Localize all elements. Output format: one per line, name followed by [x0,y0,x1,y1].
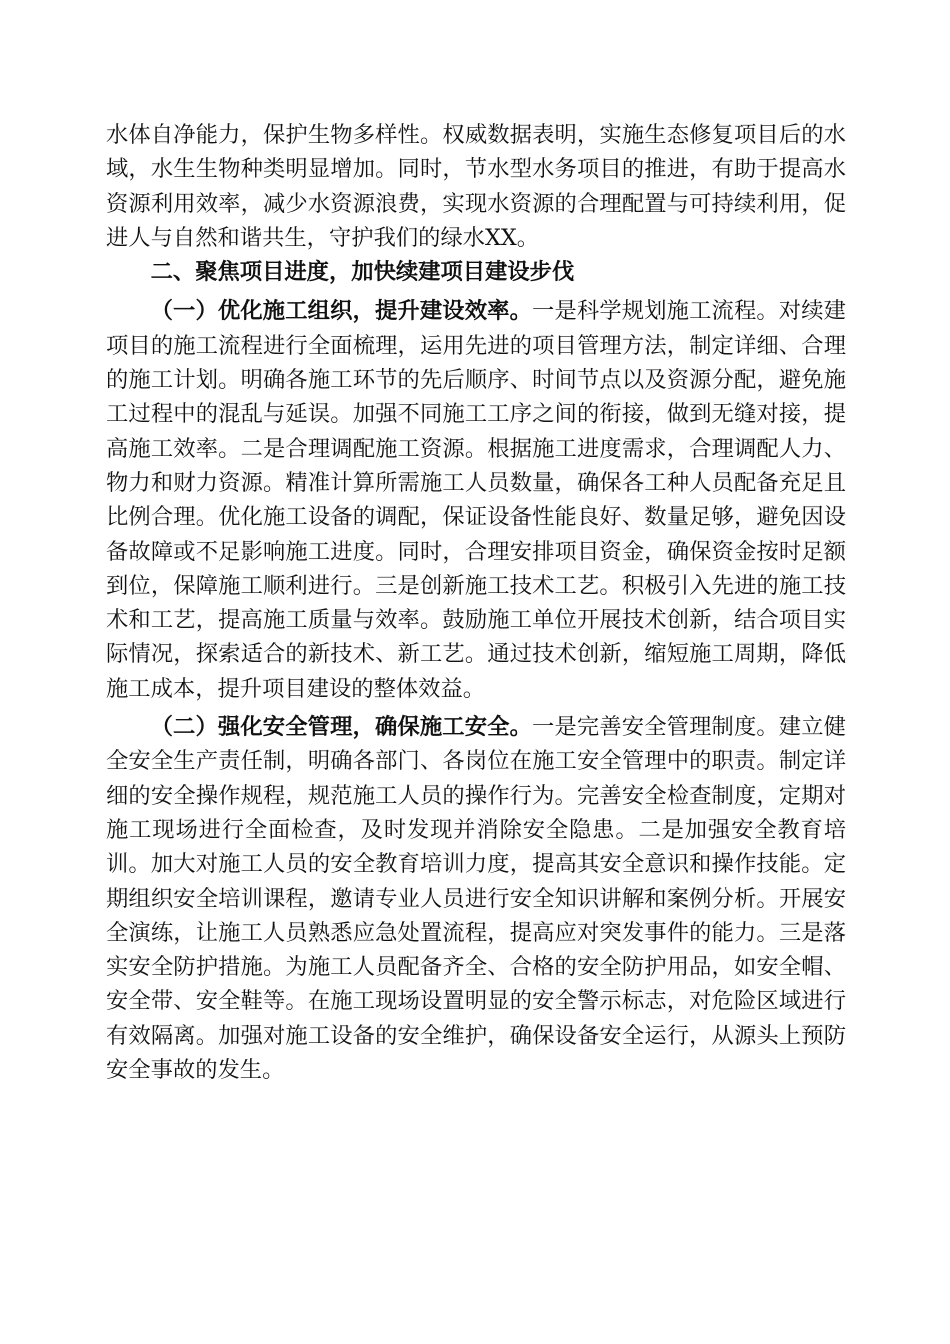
subsection-1-body: 一是科学规划施工流程。对续建项目的施工流程进行全面梳理，运用先进的项目管理方法，制定详细、合理的施工计划。明确各施工环节的先后顺序、时间节点以及资源分配，避免施工过程中的混乱与延误。加强不同施工工序之间的衔接，做到无缝对接，提高施工效率。二是合理调配施工资源。根据施工进度需求，合理调配人力、物力和财力资源。精准计算所需施工人员数量，确保各工种人员配备充足且比例合理。优化施工设备的调配，保证设备性能良好、数量足够，避免因设备故障或不足影响施工进度。同时，合理安排项目资金，确保资金按时足额到位，保障施工顺利进行。三是创新施工技术工艺。积极引入先进的施工技术和工艺，提高施工质量与效率。鼓励施工单位开展技术创新，结合项目实际情况，探索适合的新技术、新工艺。通过技术创新，缩短施工周期，降低施工成本，提升项目建设的整体效益。 [106,298,846,702]
subsection-2-paragraph [106,710,846,1087]
intro-paragraph: 水体自净能力，保护生物多样性。权威数据表明，实施生态修复项目后的水域，水生生物种类明显增加。同时，节水型水务项目的推进，有助于提高水资源利用效率，减少水资源浪费，实现水资源的合理配置与可持续利用，促进人与自然和谐共生，守护我们的绿水XX。 [106,122,846,251]
section-heading: 二、聚焦项目进度，加快续建项目建设步伐 [150,259,575,286]
subsection-1-paragraph [106,294,846,706]
subsection-2-body: 一是完善安全管理制度。建立健全安全生产责任制，明确各部门、各岗位在施工安全管理中的职责。制定详细的安全操作规程，规范施工人员的操作行为。完善安全检查制度，定期对施工现场进行全面检查，及时发现并消除安全隐患。二是加强安全教育培训。加大对施工人员的安全教育培训力度，提高其安全意识和操作技能。定期组织安全培训课程，邀请专业人员进行安全知识讲解和案例分析。开展安全演练，让施工人员熟悉应急处置流程，提高应对突发事件的能力。三是落实安全防护措施。为施工人员配备齐全、合格的安全防护用品，如安全帽、安全带、安全鞋等。在施工现场设置明显的安全警示标志，对危险区域进行有效隔离。加强对施工设备的安全维护，确保设备安全运行，从源头上预防安全事故的发生。 [106,714,846,1084]
document-page [106,118,846,1087]
subsection-2-heading: （二）强化安全管理，确保施工安全。 [150,714,533,741]
subsection-1-heading: （一）优化施工组织，提升建设效率。 [150,298,533,325]
